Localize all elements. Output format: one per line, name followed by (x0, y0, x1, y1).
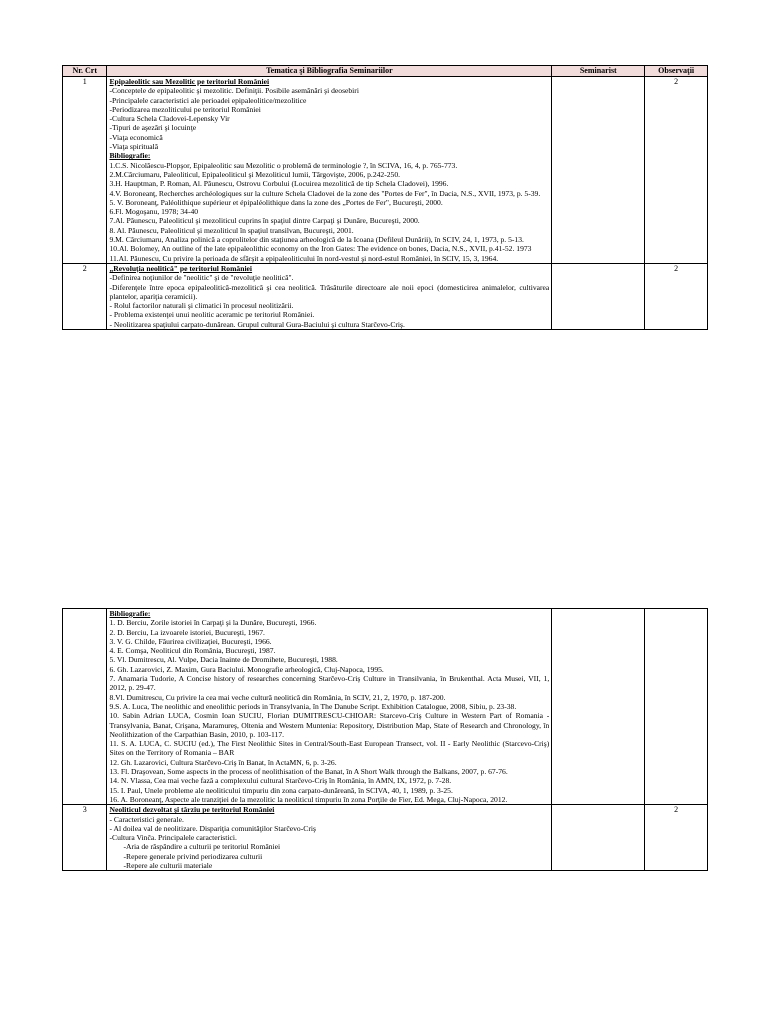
seminarist-cell (552, 805, 645, 871)
content-line: 16. A. Boroneanţ, Aspecte ale tranziţiei de la mezolitic la neoliticul timpuriu în zona Porţile de Fier, Ed. Mega, Cluj-Napoca, 2012. (109, 794, 508, 804)
content-line: 4. E. Comşa, Neoliticul din România, Bucureşti, 1987. (109, 646, 276, 656)
content-line: 5. Vl. Dumitrescu, Al. Vulpe, Dacia înainte de Dromihete, Bucureşti, 1988. (109, 655, 338, 665)
row-content (107, 609, 552, 805)
header-nr: Nr. Crt (63, 66, 107, 77)
content-line: 7.Al. Păunescu, Paleoliticul şi mezoliticul cuprins în spaţiul dintre Carpaţi şi Dunăre, Bucureşti, 2000. (109, 216, 420, 226)
content-line: 8.Vl. Dumitrescu, Cu privire la cea mai veche cultură neolitică din România, în SCIV, 21, 2, 1970, p. 187-200. (109, 692, 446, 702)
header-observatii: Observaţii (645, 66, 708, 77)
content-line: -Viaţa economică (109, 132, 163, 142)
table-row (63, 805, 708, 871)
content-line: -Conceptele de epipaleolitic şi mezolitic. Definiţii. Posibile asemănări şi deosebiri (109, 86, 359, 96)
content-line: 5. V. Boroneanţ, Paléolithique supérieur et épipaléolithique dans la zone des „Portes de Fer", Bucureşti, 2000. (109, 197, 443, 207)
seminar-table-1 (62, 65, 708, 330)
content-line: 4.V. Boroneanţ, Recherches archéologiques sur la culture Schela Cladovei de la zone des "Portes de Fer", în Dacia, N.S., XVII, 1973, p. 5-39. (109, 188, 541, 198)
section-heading: Neoliticul dezvoltat şi târziu pe teritoriul României (109, 805, 275, 815)
content-line: 9.S. A. Luca, The neolithic and eneolithic periods in Transylvania, în The Danube Script. Exhibition Catalogue, 2008, Sibiu, p. 23-38. (109, 701, 517, 711)
section-heading: Epipaleolitic sau Mezolitic pe teritoriul României (109, 77, 270, 86)
row-number (63, 609, 107, 805)
content-line: 6. Gh. Lazarovici, Z. Maxim, Gura Baciului. Monografie arheologică, Cluj-Napoca, 1995. (109, 664, 384, 674)
header-tematica: Tematica şi Bibliografia Seminariilor (107, 66, 552, 77)
seminarist-cell (552, 609, 645, 805)
content-line: -Viaţa spirituală (109, 142, 159, 152)
content-line: -Diferenţele între epoca epipaleolitică-mezolitică şi cea neolitică. Trăsăturile directoare ale noii epoci (domesticirea animalelor, cultivarea plantelor, apariţia ceramicii). (109, 282, 550, 301)
content-line: 11.Al. Păunescu, Cu privire la perioada de sfârşit a epipaleoliticului în nord-vestul şi nord-estul României, în SCIV, 15, 3, 1964. (109, 253, 499, 263)
table-row (63, 263, 708, 329)
row-content (107, 805, 552, 871)
observatii-cell: 2 (645, 805, 708, 871)
content-line: 8. Al. Păunescu, Paleoliticul şi mezoliticul în spaţiul transilvan, Bucureşti, 2001. (109, 225, 354, 235)
section-heading: „Revoluţia neolitică" pe teritoriul României (109, 263, 253, 273)
table-row (63, 77, 708, 264)
seminarist-cell (552, 77, 645, 264)
row-number: 2 (63, 263, 107, 329)
observatii-cell: 2 (645, 263, 708, 329)
content-line: 10.Al. Bolomey, An outline of the late epipaleolithic economy on the Iron Gates: The evidence on bones, Dacia, N.S., XVII, p.41-52. 1973 (109, 244, 532, 254)
table-header-row (63, 66, 708, 77)
content-line: 2.M.Cârciumaru, Paleoliticul, Epipaleoliticul şi Mezoliticul lumii, Târgovişte, 2006, p.242-250. (109, 169, 401, 179)
content-line: -Principalele caracteristici ale perioadei epipaleolitice/mezolitice (109, 95, 307, 105)
content-line: 9.M. Cârciumaru, Analiza polinică a coprolitelor din staţiunea arheologică de la Icoana (Defileul Dunării), în SCIV, 24, 1, 1973, p. 5-13. (109, 235, 524, 245)
content-line: - Al doilea val de neolitizare. Dispariţia comunităţilor Starčevo-Criş (109, 823, 316, 833)
section-heading: Bibliografie: (109, 609, 151, 618)
observatii-cell: 2 (645, 77, 708, 264)
row-number: 3 (63, 805, 107, 871)
content-line: -Repere ale culturii materiale (123, 861, 213, 871)
content-line: 1.C.S. Nicolăescu-Plopşor, Epipaleolitic sau Mezolitic o problemă de terminologie ?, în SCIVA, 16, 4, p. 765-773. (109, 160, 458, 170)
content-line: 14. N. Vlassa, Cea mai veche fază a complexului cultural Starčevo-Criş în România, în AMN, IX, 1972, p. 7-28. (109, 776, 452, 786)
observatii-cell (645, 609, 708, 805)
row-content (107, 263, 552, 329)
section-heading: Bibliografie: (109, 151, 151, 161)
row-number: 1 (63, 77, 107, 264)
content-line: 13. Fl. Draşovean, Some aspects in the process of neolithisation of the Banat, în A Short Walk through the Balkans, 2007, p. 67-76. (109, 767, 508, 777)
content-line: 2. D. Berciu, La izvoarele istoriei, Bucureşti, 1967. (109, 627, 265, 637)
content-line: - Rolul factorilor naturali şi climatici în procesul neolitizării. (109, 301, 294, 311)
content-line: -Tipuri de aşezări şi locuinţe (109, 123, 197, 133)
content-line: - Problema existenţei unui neolitic aceramic pe teritoriul României. (109, 310, 315, 320)
table-row (63, 609, 708, 805)
content-line: 7. Anamaria Tudorie, A Concise history of researches concerning Starčevo-Criş Culture in Transilvania, în Brukenthal. Acta Musei, VII, 1, 2012, p. 29-47. (109, 674, 550, 693)
content-line: 3. V. G. Childe, Făurirea civilizaţiei, Bucureşti, 1966. (109, 636, 272, 646)
content-line: 11. S. A. LUCA, C. SUCIU (ed.), The First Neolithic Sites in Central/South-East European Transect, vol. II - Early Neolithic (Starcevo-Criş) Sites on the Territory of Romania – BAR (109, 739, 550, 758)
content-line: -Definirea noţiunilor de "neolitic" şi de "revoluţie neolitică". (109, 273, 294, 283)
content-line: -Periodizarea mezoliticului pe teritoriul României (109, 104, 261, 114)
content-line: -Repere generale privind periodizarea culturii (123, 851, 263, 861)
content-line: 6.Fl. Mogoşanu, 1978; 34-40 (109, 207, 199, 217)
content-line: -Cultura Vinča. Principalele caracteristici. (109, 833, 237, 843)
content-line: -Cultura Schela Cladovei-Lepensky Vir (109, 114, 230, 124)
header-seminarist: Seminarist (552, 66, 645, 77)
seminar-table-2 (62, 608, 708, 871)
content-line: - Caracteristici generale. (109, 814, 184, 824)
content-line: 10. Sabin Adrian LUCA, Cosmin Ioan SUCIU, Florian DUMITRESCU-CHIOAR: Starcevo-Criş Culture in Western Part of Romania - Transylvania, Banat, Crişana, Maramureş, Oltenia and Western Muntenia: Repository, Distribution Map, State of Research and Chronology, în Neolithization of the Carpathian Basin, 2010, p. 103-117. (109, 711, 550, 739)
row-content (107, 77, 552, 264)
content-line: -Aria de răspândire a culturii pe teritoriul României (123, 842, 281, 852)
content-line: 15. I. Paul, Unele probleme ale neoliticului timpuriu din zona carpato-dunăreană, în SCIVA, 40, 1, 1989, p. 3-25. (109, 785, 453, 795)
content-line: 3.H. Hauptman, P. Roman, Al. Păunescu, Ostrovu Corbului (Locuirea mezolitică de tip Schela Cladovei), 1996. (109, 179, 449, 189)
content-line: 12. Gh. Lazarovici, Cultura Starčevo-Criş în Banat, în ActaMN, 6, p. 3-26. (109, 757, 337, 767)
content-line: - Neolitizarea spaţiului carpato-dunărean. Grupul cultural Gura-Baciului şi cultura Starčevo-Criş. (109, 319, 405, 329)
content-line: 1. D. Berciu, Zorile istoriei în Carpaţi şi la Dunăre, Bucureşti, 1966. (109, 618, 317, 628)
seminarist-cell (552, 263, 645, 329)
